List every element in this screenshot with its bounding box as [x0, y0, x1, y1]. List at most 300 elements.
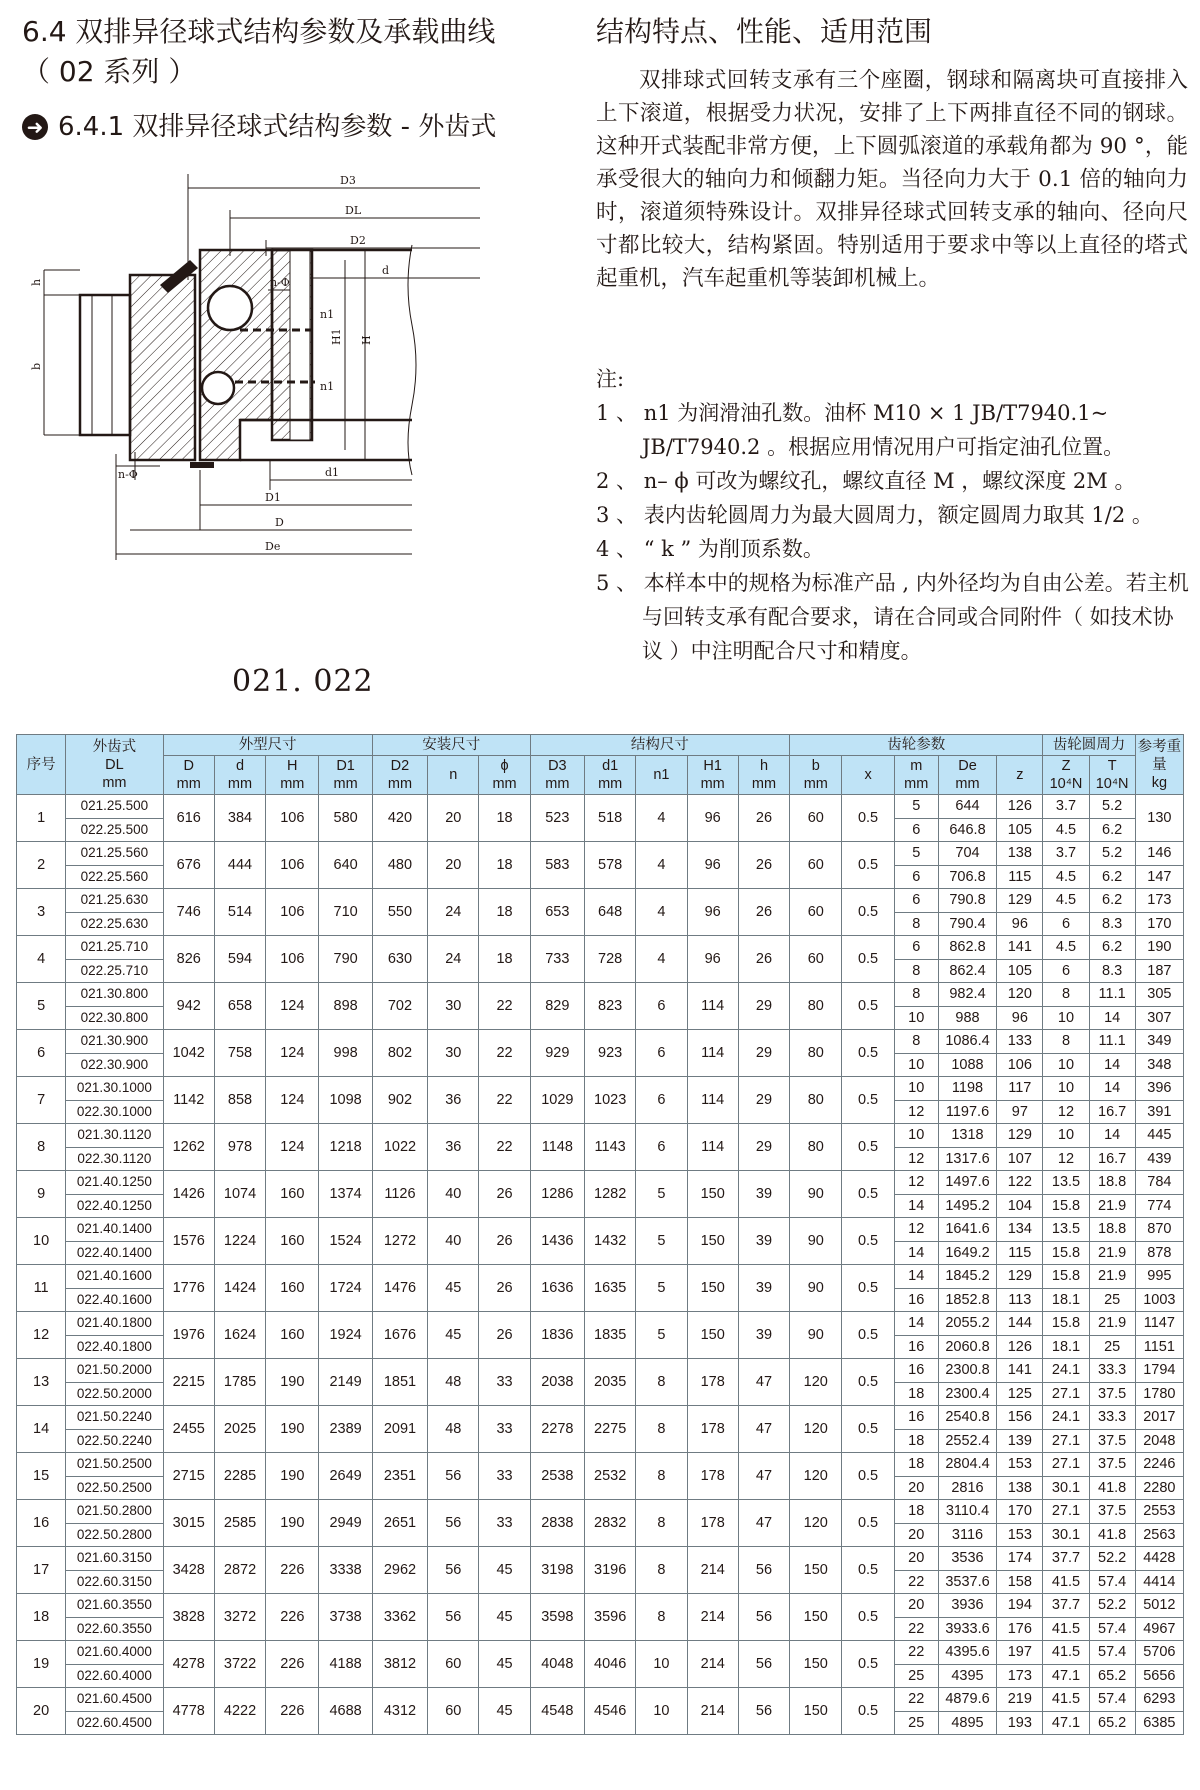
cell-z: 129	[997, 1265, 1043, 1289]
cell-de: 4879.6	[938, 1688, 996, 1712]
cell-z-force: 4.5	[1043, 889, 1089, 913]
cell-weight: 4414	[1135, 1570, 1183, 1594]
cell-z: 138	[997, 842, 1043, 866]
cell-z: 120	[997, 983, 1043, 1007]
cell-m: 20	[894, 1523, 938, 1547]
cell-phi: 33	[479, 1406, 530, 1453]
cell-weight: 349	[1135, 1030, 1183, 1054]
cell-d1: 2949	[319, 1500, 372, 1547]
cell-de: 1088	[938, 1053, 996, 1077]
table-row	[17, 889, 1184, 913]
cell-weight: 2246	[1135, 1453, 1183, 1477]
cell-h1: 114	[687, 1124, 738, 1171]
cell-h: 124	[266, 983, 319, 1030]
cell-weight: 187	[1135, 959, 1183, 983]
th-H: H mm	[266, 756, 319, 795]
cell-d3: 1836	[530, 1312, 584, 1359]
cell-model: 021.30.1120	[66, 1124, 163, 1148]
cell-x: 0.5	[842, 1453, 894, 1500]
cell-z-force: 4.5	[1043, 936, 1089, 960]
cell-weight: 173	[1135, 889, 1183, 913]
cell-x: 0.5	[842, 1312, 894, 1359]
cell-de: 2816	[938, 1476, 996, 1500]
cell-phi: 22	[479, 1077, 530, 1124]
cell-h: 29	[738, 1077, 789, 1124]
cell-phi: 45	[479, 1641, 530, 1688]
cell-model: 022.40.1250	[66, 1194, 163, 1218]
cell-h: 26	[738, 936, 789, 983]
cell-seq: 1	[17, 795, 66, 842]
cell-x: 0.5	[842, 795, 894, 842]
cell-t-force: 37.5	[1089, 1500, 1135, 1524]
cell-n1: 6	[636, 1124, 687, 1171]
cell-d1: 1282	[585, 1171, 636, 1218]
cell-z-force: 8	[1043, 983, 1089, 1007]
cell-seq: 7	[17, 1077, 66, 1124]
cell-t-force: 14	[1089, 1077, 1135, 1101]
cell-weight: 1151	[1135, 1335, 1183, 1359]
subsection-title-text: 6.4.1 双排异径球式结构参数 - 外齿式	[58, 112, 497, 142]
cell-z: 125	[997, 1382, 1043, 1406]
table-row	[17, 1312, 1184, 1336]
cell-d1: 2649	[319, 1453, 372, 1500]
cell-d2: 2091	[372, 1406, 427, 1453]
th-x: x	[842, 756, 894, 795]
cell-t-force: 37.5	[1089, 1429, 1135, 1453]
label-d: d	[382, 264, 390, 277]
cell-z-force: 13.5	[1043, 1171, 1089, 1195]
cell-d: 4778	[163, 1688, 214, 1735]
cell-d: 1426	[163, 1171, 214, 1218]
cell-phi: 18	[479, 795, 530, 842]
th-group-outer: 外型尺寸	[163, 735, 372, 756]
cell-h: 226	[266, 1547, 319, 1594]
cell-n1: 10	[636, 1688, 687, 1735]
cell-d3: 2538	[530, 1453, 584, 1500]
cell-model: 021.50.2000	[66, 1359, 163, 1383]
cell-model: 022.40.1600	[66, 1288, 163, 1312]
cell-z-force: 4.5	[1043, 865, 1089, 889]
cell-seq: 13	[17, 1359, 66, 1406]
cell-d3: 653	[530, 889, 584, 936]
cell-n: 45	[428, 1312, 479, 1359]
cell-z: 174	[997, 1547, 1043, 1571]
cell-de: 644	[938, 795, 996, 819]
cell-b: 60	[790, 889, 842, 936]
cell-d3: 1436	[530, 1218, 584, 1265]
cell-de: 704	[938, 842, 996, 866]
note-item-3: 3 、 表内齿轮圆周力为最大圆周力，额定圆周力取其 1/2 。	[596, 503, 1153, 527]
cell-seq: 17	[17, 1547, 66, 1594]
cell-h1: 96	[687, 936, 738, 983]
cell-d1: 923	[585, 1030, 636, 1077]
cell-d: 3722	[214, 1641, 265, 1688]
table-row	[17, 1030, 1184, 1054]
cell-z: 105	[997, 959, 1043, 983]
cell-z-force: 15.8	[1043, 1194, 1089, 1218]
cell-phi: 26	[479, 1171, 530, 1218]
cell-n1: 8	[636, 1359, 687, 1406]
cell-z-force: 6	[1043, 959, 1089, 983]
cell-h1: 150	[687, 1171, 738, 1218]
cell-m: 16	[894, 1335, 938, 1359]
cell-m: 8	[894, 912, 938, 936]
cell-h: 26	[738, 889, 789, 936]
cell-d: 2455	[163, 1406, 214, 1453]
cell-h: 226	[266, 1594, 319, 1641]
cell-d1: 1524	[319, 1218, 372, 1265]
cell-model: 022.40.1400	[66, 1241, 163, 1265]
cell-m: 10	[894, 1006, 938, 1030]
table-row	[17, 1688, 1184, 1712]
cell-z-force: 41.5	[1043, 1570, 1089, 1594]
cell-z: 126	[997, 795, 1043, 819]
cell-de: 1852.8	[938, 1288, 996, 1312]
cell-b: 60	[790, 842, 842, 889]
cell-h1: 214	[687, 1688, 738, 1735]
cell-z: 193	[997, 1711, 1043, 1735]
cell-m: 5	[894, 842, 938, 866]
arrow-right-circle-icon: ➜	[22, 114, 48, 140]
cell-d1: 2389	[319, 1406, 372, 1453]
cell-n: 48	[428, 1359, 479, 1406]
cell-d1: 4546	[585, 1688, 636, 1735]
cell-z: 115	[997, 865, 1043, 889]
cell-d3: 1636	[530, 1265, 584, 1312]
cell-n: 24	[428, 889, 479, 936]
cell-n: 20	[428, 795, 479, 842]
cell-h1: 214	[687, 1641, 738, 1688]
cell-x: 0.5	[842, 1077, 894, 1124]
cell-d: 1976	[163, 1312, 214, 1359]
cell-de: 2540.8	[938, 1406, 996, 1430]
cell-d3: 523	[530, 795, 584, 842]
cell-x: 0.5	[842, 983, 894, 1030]
cell-weight: 305	[1135, 983, 1183, 1007]
cell-z: 96	[997, 1006, 1043, 1030]
cell-z: 176	[997, 1617, 1043, 1641]
cell-weight: 170	[1135, 912, 1183, 936]
cell-model: 021.25.630	[66, 889, 163, 913]
cell-weight: 6293	[1135, 1688, 1183, 1712]
cell-model: 022.25.560	[66, 865, 163, 889]
cell-de: 1649.2	[938, 1241, 996, 1265]
th-d1: d1 mm	[585, 756, 636, 795]
cell-h: 56	[738, 1594, 789, 1641]
cell-t-force: 65.2	[1089, 1664, 1135, 1688]
cell-z-force: 13.5	[1043, 1218, 1089, 1242]
cell-z: 156	[997, 1406, 1043, 1430]
cell-h: 47	[738, 1359, 789, 1406]
cell-weight: 2280	[1135, 1476, 1183, 1500]
cell-model: 021.60.4500	[66, 1688, 163, 1712]
cell-h: 106	[266, 936, 319, 983]
cell-model: 022.50.2240	[66, 1429, 163, 1453]
cell-t-force: 52.2	[1089, 1547, 1135, 1571]
cell-h: 56	[738, 1547, 789, 1594]
cell-z: 138	[997, 1476, 1043, 1500]
cell-z-force: 10	[1043, 1006, 1089, 1030]
label-De: De	[265, 540, 281, 553]
cell-d1: 1635	[585, 1265, 636, 1312]
cell-m: 25	[894, 1711, 938, 1735]
cell-model: 022.60.4500	[66, 1711, 163, 1735]
cell-m: 10	[894, 1053, 938, 1077]
cell-d1: 4046	[585, 1641, 636, 1688]
cell-phi: 18	[479, 889, 530, 936]
cell-x: 0.5	[842, 1359, 894, 1406]
cell-b: 90	[790, 1218, 842, 1265]
cell-h: 106	[266, 889, 319, 936]
cell-d1: 2149	[319, 1359, 372, 1406]
cell-h: 226	[266, 1688, 319, 1735]
cell-d: 3428	[163, 1547, 214, 1594]
cell-model: 022.25.500	[66, 818, 163, 842]
cell-n: 56	[428, 1453, 479, 1500]
table-row	[17, 1594, 1184, 1618]
cell-n: 60	[428, 1688, 479, 1735]
cell-weight: 4428	[1135, 1547, 1183, 1571]
cell-d: 2585	[214, 1500, 265, 1547]
cell-n: 24	[428, 936, 479, 983]
cell-d1: 3338	[319, 1547, 372, 1594]
cell-seq: 8	[17, 1124, 66, 1171]
cell-d: 1624	[214, 1312, 265, 1359]
cell-weight: 6385	[1135, 1711, 1183, 1735]
cell-d3: 583	[530, 842, 584, 889]
cell-model: 022.30.900	[66, 1053, 163, 1077]
cell-seq: 12	[17, 1312, 66, 1359]
cell-m: 22	[894, 1641, 938, 1665]
table-row	[17, 1453, 1184, 1477]
cell-seq: 18	[17, 1594, 66, 1641]
cell-h: 124	[266, 1077, 319, 1124]
cell-z: 134	[997, 1218, 1043, 1242]
cell-m: 25	[894, 1664, 938, 1688]
cell-n1: 8	[636, 1453, 687, 1500]
cell-h: 47	[738, 1406, 789, 1453]
cell-h: 39	[738, 1265, 789, 1312]
cell-d: 3828	[163, 1594, 214, 1641]
cell-d2: 2351	[372, 1453, 427, 1500]
cell-b: 80	[790, 1030, 842, 1077]
cell-model: 021.40.1800	[66, 1312, 163, 1336]
cell-weight: 396	[1135, 1077, 1183, 1101]
cell-z: 106	[997, 1053, 1043, 1077]
cell-weight: 307	[1135, 1006, 1183, 1030]
cell-d2: 1476	[372, 1265, 427, 1312]
cell-t-force: 33.3	[1089, 1406, 1135, 1430]
cell-weight: 1147	[1135, 1312, 1183, 1336]
cell-weight: 190	[1135, 936, 1183, 960]
cell-z-force: 15.8	[1043, 1241, 1089, 1265]
cell-x: 0.5	[842, 1594, 894, 1641]
cell-n1: 5	[636, 1265, 687, 1312]
cell-model: 021.60.4000	[66, 1641, 163, 1665]
cell-phi: 33	[479, 1453, 530, 1500]
cell-t-force: 6.2	[1089, 889, 1135, 913]
cell-de: 4395.6	[938, 1641, 996, 1665]
cell-x: 0.5	[842, 1500, 894, 1547]
cell-h: 190	[266, 1453, 319, 1500]
cell-d3: 1029	[530, 1077, 584, 1124]
cell-z: 141	[997, 936, 1043, 960]
cell-z-force: 41.5	[1043, 1617, 1089, 1641]
cell-z: 141	[997, 1359, 1043, 1383]
cell-m: 5	[894, 795, 938, 819]
table-row	[17, 1641, 1184, 1665]
cell-de: 2300.8	[938, 1359, 996, 1383]
cell-z-force: 24.1	[1043, 1406, 1089, 1430]
label-n1-top: n1	[320, 308, 335, 321]
cell-d: 444	[214, 842, 265, 889]
cell-h1: 114	[687, 1030, 738, 1077]
cell-de: 3537.6	[938, 1570, 996, 1594]
cell-weight: 445	[1135, 1124, 1183, 1148]
cell-model: 022.30.1120	[66, 1147, 163, 1171]
cell-h1: 178	[687, 1453, 738, 1500]
cell-d2: 2651	[372, 1500, 427, 1547]
cell-weight: 878	[1135, 1241, 1183, 1265]
cell-h: 106	[266, 795, 319, 842]
cell-d: 514	[214, 889, 265, 936]
cell-phi: 22	[479, 1030, 530, 1077]
cell-d1: 1143	[585, 1124, 636, 1171]
cell-d1: 4688	[319, 1688, 372, 1735]
cell-de: 982.4	[938, 983, 996, 1007]
cell-d2: 630	[372, 936, 427, 983]
cell-h: 56	[738, 1688, 789, 1735]
th-T-unit: 10⁴N	[1095, 776, 1129, 792]
cell-d2: 2962	[372, 1547, 427, 1594]
cell-de: 1317.6	[938, 1147, 996, 1171]
cell-h: 39	[738, 1171, 789, 1218]
cell-m: 14	[894, 1194, 938, 1218]
th-Z-label: Z	[1061, 758, 1071, 774]
cell-d: 1576	[163, 1218, 214, 1265]
cell-phi: 26	[479, 1265, 530, 1312]
cell-z: 133	[997, 1030, 1043, 1054]
description-text	[596, 64, 1188, 295]
cell-d3: 929	[530, 1030, 584, 1077]
cell-phi: 33	[479, 1359, 530, 1406]
cell-de: 862.4	[938, 959, 996, 983]
cell-n1: 5	[636, 1218, 687, 1265]
table-row	[17, 795, 1184, 819]
cell-d2: 802	[372, 1030, 427, 1077]
cell-z-force: 27.1	[1043, 1382, 1089, 1406]
cell-z: 170	[997, 1500, 1043, 1524]
cell-model: 022.25.710	[66, 959, 163, 983]
cell-z-force: 3.7	[1043, 795, 1089, 819]
cell-h1: 96	[687, 795, 738, 842]
cell-weight: 774	[1135, 1194, 1183, 1218]
cell-z: 173	[997, 1664, 1043, 1688]
cell-z-force: 27.1	[1043, 1500, 1089, 1524]
cell-b: 150	[790, 1594, 842, 1641]
cell-m: 12	[894, 1218, 938, 1242]
table-row	[17, 936, 1184, 960]
cell-model: 021.50.2240	[66, 1406, 163, 1430]
cell-d: 758	[214, 1030, 265, 1077]
cell-d: 3272	[214, 1594, 265, 1641]
cell-d3: 4048	[530, 1641, 584, 1688]
cell-phi: 45	[479, 1594, 530, 1641]
cell-model: 021.25.710	[66, 936, 163, 960]
cell-d: 384	[214, 795, 265, 842]
cell-m: 22	[894, 1570, 938, 1594]
note-item-5: 5 、 本样本中的规格为标准产品 , 内外径均为自由公差。若主机与回转支承有配合要求，请在合同或合同附件（ 如技术协议 ）中注明配合尺寸和精度。	[596, 571, 1189, 663]
cell-b: 60	[790, 936, 842, 983]
cell-t-force: 41.8	[1089, 1476, 1135, 1500]
th-phi: ϕ mm	[479, 756, 530, 795]
cell-d: 1042	[163, 1030, 214, 1077]
note-item-1: 1 、 n1 为润滑油孔数。油杯 M10 × 1 JB/T7940.1~ JB/T7940.2 。根据应用情况用户可指定油孔位置。	[596, 401, 1125, 459]
cell-model: 022.40.1800	[66, 1335, 163, 1359]
cell-h1: 178	[687, 1359, 738, 1406]
th-group-struct: 结构尺寸	[530, 735, 789, 756]
cell-de: 2300.4	[938, 1382, 996, 1406]
note-item-4: 4 、 “ k ” 为削顶系数。	[596, 537, 824, 561]
cell-de: 3110.4	[938, 1500, 996, 1524]
cell-d: 1424	[214, 1265, 265, 1312]
cell-phi: 45	[479, 1547, 530, 1594]
cell-n: 56	[428, 1594, 479, 1641]
cell-n: 36	[428, 1124, 479, 1171]
cell-phi: 22	[479, 983, 530, 1030]
cell-n1: 6	[636, 983, 687, 1030]
cell-m: 22	[894, 1688, 938, 1712]
table-row	[17, 1124, 1184, 1148]
cell-d1: 578	[585, 842, 636, 889]
cell-h1: 150	[687, 1265, 738, 1312]
cell-weight: 784	[1135, 1171, 1183, 1195]
table-row	[17, 1359, 1184, 1383]
cell-d: 594	[214, 936, 265, 983]
cell-d1: 1098	[319, 1077, 372, 1124]
th-H1: H1 mm	[687, 756, 738, 795]
cell-seq: 5	[17, 983, 66, 1030]
cell-n1: 4	[636, 842, 687, 889]
cell-seq: 15	[17, 1453, 66, 1500]
cell-x: 0.5	[842, 889, 894, 936]
cell-z-force: 47.1	[1043, 1664, 1089, 1688]
cell-z-force: 30.1	[1043, 1476, 1089, 1500]
cell-z: 153	[997, 1523, 1043, 1547]
table-row	[17, 1265, 1184, 1289]
cell-m: 6	[894, 818, 938, 842]
cell-z: 122	[997, 1171, 1043, 1195]
cell-z-force: 37.7	[1043, 1594, 1089, 1618]
cell-h: 56	[738, 1641, 789, 1688]
label-DL: DL	[345, 204, 362, 217]
diagram-caption: 021. 022	[232, 664, 374, 699]
cell-weight: 146	[1135, 842, 1183, 866]
cell-b: 80	[790, 1124, 842, 1171]
cell-t-force: 57.4	[1089, 1570, 1135, 1594]
cell-m: 10	[894, 1124, 938, 1148]
cell-t-force: 25	[1089, 1335, 1135, 1359]
label-D3: D3	[340, 174, 356, 187]
cell-d: 1776	[163, 1265, 214, 1312]
cell-t-force: 65.2	[1089, 1711, 1135, 1735]
cell-z-force: 15.8	[1043, 1265, 1089, 1289]
cell-weight: 995	[1135, 1265, 1183, 1289]
cell-m: 18	[894, 1453, 938, 1477]
cell-d2: 1676	[372, 1312, 427, 1359]
cell-phi: 22	[479, 1124, 530, 1171]
cell-d1: 1835	[585, 1312, 636, 1359]
